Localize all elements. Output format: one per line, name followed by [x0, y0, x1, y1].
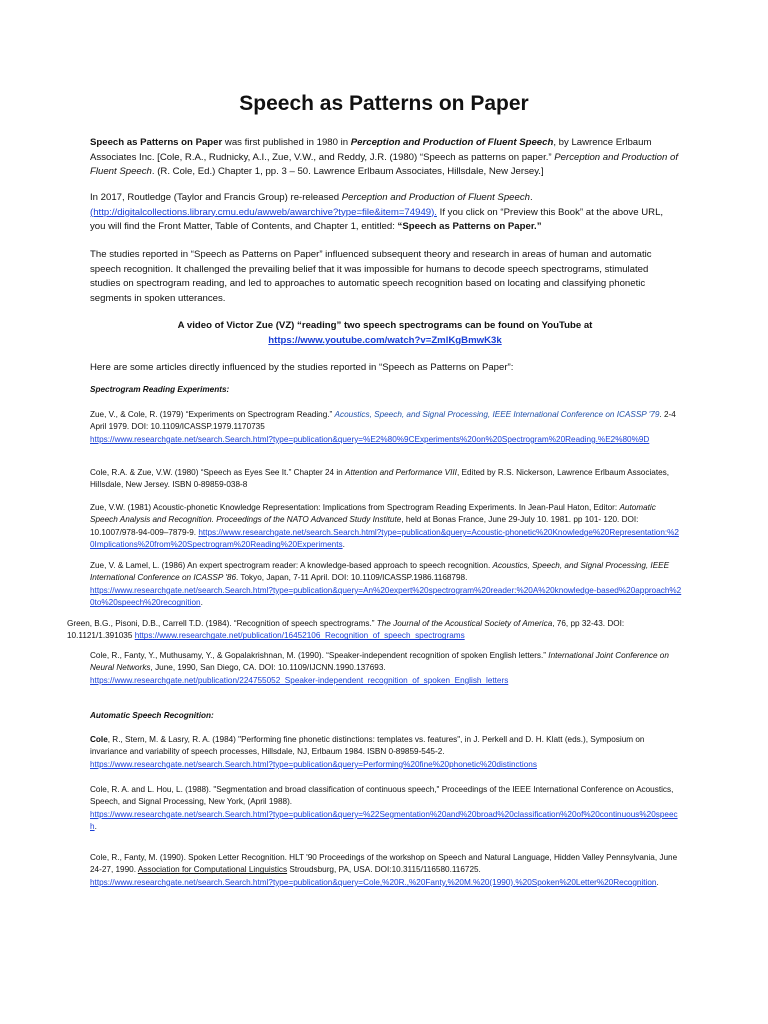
- intro-text-2: , by Lawrence Erlbaum Associates Inc. [Cole, R.A., Rudnicky, A.I., Zue, V.W., and Reddy, J.R. (1980) “Speech as patterns on paper.”: [90, 137, 652, 163]
- intro-paragraph: [90, 136, 680, 180]
- routledge-paragraph: [90, 191, 680, 235]
- reference-book: Attention and Performance VIII: [345, 468, 457, 477]
- intro-book-title-2: Perception and Production of Fluent Speech: [90, 151, 679, 177]
- reference-book: Automatic Speech Analysis and Recognition. Proceedings of the NATO Advanced Study Institute: [90, 503, 656, 525]
- reference-item: Cole, R., Fanty, Y., Muthusamy, Y., & Gopalakrishnan, M. (1990). “Speaker-independent recognition of spoken English letters.” International Joint Conference on Neural Networks, June, 1990, San Diego, CA. DOI: 10.1109/IJCNN.1990.137693. https://www.researchgate.net/publication/224755052_Speaker-independent_recognition_of_spoken_English_letters: [90, 651, 669, 685]
- reference-publisher: Association for Computational Linguistics: [137, 865, 288, 875]
- studies-paragraph: The studies reported in “Speech as Patterns on Paper” influenced subsequent theory and research in areas of human and automatic speech recognition. It challenged the prevailing belief that it was impossible for humans to decode speech spectrograms, stimulated studies on spectrogram reading, and led to approaches to automatic speech recognition based on locating and classifying phonetic segments in spoken utterances.: [90, 249, 652, 304]
- cmu-archive-link[interactable]: (http://digitalcollections.library.cmu.edu/awweb/awarchive?type=file&item=74949).: [90, 206, 437, 218]
- intro-text-1: was first published in 1980 in: [222, 137, 351, 148]
- intro-book-title: Perception and Production of Fluent Speech: [350, 137, 554, 148]
- video-block: [90, 318, 680, 348]
- reference-link[interactable]: https://www.researchgate.net/search.Search.html?type=publication&query=Acoustic-phonetic%20Knowledge%20Representation:%20Implications%20from%20Spectrogram%20Reading%20Experiments: [90, 527, 679, 550]
- reference-link[interactable]: https://www.researchgate.net/publication/224755052_Speaker-independent_recognition_of_spoken_English_letters: [90, 675, 509, 685]
- section-heading-spectrogram: Spectrogram Reading Experiments:: [90, 385, 230, 394]
- reference-venue: Acoustics, Speech, and Signal Processing, IEEE International Conference on ICASSP '79: [334, 410, 660, 419]
- reference-venue: International Joint Conference on Neural Networks: [90, 651, 669, 673]
- routledge-text-1: In 2017, Routledge (Taylor and Francis Group) re-released: [90, 192, 342, 203]
- reference-link[interactable]: https://www.researchgate.net/search.Search.html?type=publication&query=Cole,%20R.,%20Fanty,%20M.%20(1990).%20Spoken%20Letter%20Recognition: [90, 877, 657, 887]
- intro-text-3: . (R. Cole, Ed.) Chapter 1, pp. 3 – 50. Lawrence Erlbaum Associates, Hillsdale, New Jersey.]: [151, 166, 544, 177]
- reference-link[interactable]: https://www.researchgate.net/search.Search.html?type=publication&query=%22Segmentation%20and%20broad%20classification%20of%20continuous%20speech: [90, 809, 678, 832]
- reference-item: Cole, R.A. & Zue, V.W. (1980) “Speech as Eyes See It.” Chapter 24 in Attention and Performance VIII, Edited by R.S. Nickerson, Lawrence Erlbaum Associates, Hillsdale, New Jersey. ISBN 0-89859-038-8: [90, 468, 670, 490]
- page-title: Speech as Patterns on Paper: [239, 92, 529, 115]
- reference-item: Cole, R., Stern, M. & Lasry, R. A. (1984) "Performing fine phonetic distinctions: templates vs. features", in J. Perkell and D. H. Klatt (eds.), Symposium on invariance and variability of speech processes, Hillsdale, NJ, Erlbaum 1984. ISBN 0-89859-545-2. https://www.researchgate.net/search.Search.html?type=publication&query=Performing%20fine%20phonetic%20distinctions: [90, 735, 645, 769]
- video-text: A video of Victor Zue (VZ) “reading” two speech spectrograms can be found on YouTube at: [177, 320, 593, 331]
- reference-item: Zue, V. & Lamel, L. (1986) An expert spectrogram reader: A knowledge-based approach to speech recognition. Acoustics, Speech, and Signal Processing, IEEE International Conference on ICASSP '86. Tokyo, Japan, 7-11 April. DOI: 10.1109/ICASSP.1986.1168798. https://www.researchgate.net/search.Search.html?type=publication&query=An%20expert%20spectrogram%20reader:%20A%20knowledge-based%20approach%20to%20speech%20recognition.: [90, 561, 682, 608]
- reference-journal: The Journal of the Acoustical Society of America: [376, 619, 553, 628]
- section-heading-asr: Automatic Speech Recognition:: [90, 711, 214, 720]
- reference-link[interactable]: https://www.researchgate.net/search.Search.html?type=publication&query=An%20expert%20spectrogram%20reader:%20A%20knowledge-based%20approach%20to%20speech%20recognition: [90, 585, 682, 608]
- youtube-link[interactable]: https://www.youtube.com/watch?v=ZmlKgBmwK3k: [268, 335, 502, 346]
- reference-venue: Acoustics, Speech, and Signal Processing, IEEE International Conference on ICASSP '86: [90, 561, 670, 583]
- routledge-chapter-title: “Speech as Patterns on Paper.”: [397, 221, 542, 232]
- articles-intro: Here are some articles directly influenced by the studies reported in “Speech as Patterns on Paper”:: [90, 362, 514, 373]
- reference-link[interactable]: https://www.researchgate.net/publication/16452106_Recognition_of_speech_spectrograms: [134, 631, 465, 641]
- routledge-text-2: .: [529, 192, 533, 203]
- intro-bold-title: Speech as Patterns on Paper: [90, 137, 223, 148]
- reference-item: Green, B.G., Pisoni, D.B., Carrell T.D. (1984). “Recognition of speech spectrograms.” The Journal of the Acoustical Society of America, 76, pp 32-43. DOI: 10.1121/1.391035 https://www.researchgate.net/publication/16452106_Recognition_of_speech_spectrograms: [67, 619, 625, 641]
- reference-item: Cole, R. A. and L. Hou, L. (1988). "Segmentation and broad classification of continuous speech," Proceedings of the IEEE International Conference on Acoustics, Speech, and Signal Processing, New York, (April 1988). https://www.researchgate.net/search.Search.html?type=publication&query=%22Segmentation%20and%20broad%20classification%20of%20continuous%20speech.: [90, 785, 678, 832]
- reference-item: Cole, R., Fanty, M. (1990). Spoken Letter Recognition. HLT '90 Proceedings of the workshop on Speech and Natural Language, Hidden Valley Pennsylvania, June 24-27, 1990. Association for Computational Linguistics Stroudsburg, PA, USA. DOI:10.3115/116580.116725. https://www.researchgate.net/search.Search.html?type=publication&query=Cole,%20R.,%20Fanty,%20M.%20(1990).%20Spoken%20Letter%20Recognition.: [90, 853, 678, 887]
- reference-item: Zue, V., & Cole, R. (1979) “Experiments on Spectrogram Reading.” Acoustics, Speech, and Signal Processing, IEEE International Conference on ICASSP '79. 2-4 April 1979. DOI: 10.1109/ICASSP.1979.1170735 https://www.researchgate.net/search.Search.html?type=publication&query=%E2%80%9CExperiments%20on%20Spectrogram%20Reading.%E2%80%9D: [90, 410, 676, 444]
- routledge-book-title: Perception and Production of Fluent Speech: [341, 192, 530, 203]
- reference-link[interactable]: https://www.researchgate.net/search.Search.html?type=publication&query=Performing%20fine%20phonetic%20distinctions: [90, 759, 537, 769]
- reference-link[interactable]: https://www.researchgate.net/search.Search.html?type=publication&query=%E2%80%9CExperiments%20on%20Spectrogram%20Reading.%E2%80%9D: [90, 434, 650, 444]
- routledge-text-3: If you click on “Preview this Book” at the above URL, you will find the Front Matter, Table of Contents, and Chapter 1, entitled:: [90, 206, 664, 232]
- reference-item: Zue, V.W. (1981) Acoustic-phonetic Knowledge Representation: Implications from Spectrogram Reading Experiments. In Jean-Paul Haton, Editor: Automatic Speech Analysis and Recognition. Proceedings of the NATO Advanced Study Institute, held at Bonas France, June 29-July 10. 1981. pp 101- 120. DOI: 10.1007/978-94-009–7879-9. https://www.researchgate.net/search.Search.html?type=publication&query=Acoustic-phonetic%20Knowledge%20Representation:%20Implications%20from%20Spectrogram%20Reading%20Experiments.: [90, 503, 679, 550]
- reference-author-bold: Cole: [90, 735, 108, 744]
